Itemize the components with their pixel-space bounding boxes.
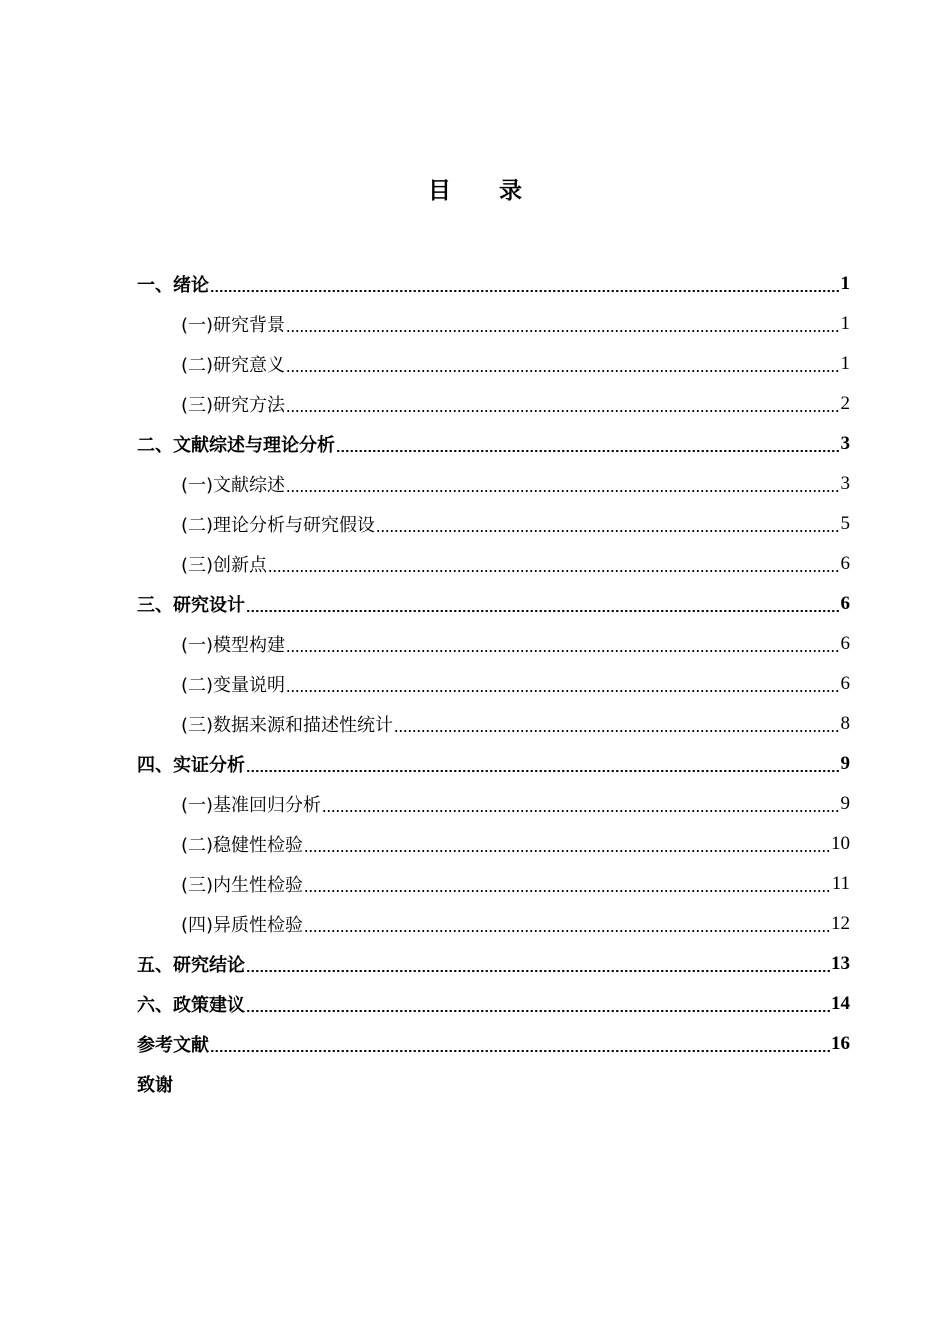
toc-entry[interactable] [137, 944, 850, 984]
toc-entry[interactable] [137, 904, 850, 944]
toc-page-number: 3 [840, 433, 850, 454]
toc-title-char-2: 录 [499, 178, 522, 204]
toc-page-number: 13 [831, 953, 850, 974]
toc-entry[interactable] [137, 624, 850, 664]
toc-entry-label: 五、研究结论 [137, 955, 245, 976]
toc-page-number: 11 [831, 873, 850, 894]
toc-dot-leader [246, 770, 840, 772]
toc-page-number: 6 [840, 553, 850, 574]
toc-page-number: 5 [840, 513, 850, 534]
toc-dot-leader [210, 290, 840, 292]
toc-entry-label: (四)异质性检验 [181, 915, 304, 936]
toc-page-number: 12 [831, 913, 850, 934]
toc-page-number: 9 [840, 753, 850, 774]
toc-page-number: 10 [831, 833, 850, 854]
toc-entry[interactable] [137, 1024, 850, 1064]
toc-dot-leader [246, 1010, 830, 1012]
toc-page-number: 6 [840, 673, 850, 694]
toc-page-number: 1 [840, 353, 850, 374]
toc-dot-leader [304, 930, 830, 932]
toc-entry[interactable] [137, 664, 850, 704]
toc-page-number: 16 [831, 1033, 850, 1054]
toc-entry-label: (三)内生性检验 [181, 875, 304, 896]
toc-entry[interactable] [137, 304, 850, 344]
toc-page-number: 1 [840, 313, 850, 334]
toc-dot-leader [286, 330, 839, 332]
toc-page-number: 14 [831, 993, 850, 1014]
toc-dot-leader [322, 810, 839, 812]
toc-dot-leader [336, 450, 840, 452]
toc-entry[interactable] [137, 384, 850, 424]
toc-entry[interactable] [137, 584, 850, 624]
toc-entry-label: (三)数据来源和描述性统计 [181, 715, 394, 736]
toc-title [0, 172, 950, 205]
toc-entry-label: 六、政策建议 [137, 995, 245, 1016]
toc-entry[interactable] [137, 344, 850, 384]
toc-dot-leader [376, 530, 839, 532]
toc-entry-label: (二)理论分析与研究假设 [181, 515, 376, 536]
toc-entry[interactable] [137, 864, 850, 904]
toc-entry-label: 三、研究设计 [137, 595, 245, 616]
toc-entry[interactable] [137, 424, 850, 464]
toc-entry-label: (一)模型构建 [181, 635, 286, 656]
toc-dot-leader [268, 570, 839, 572]
toc-entry[interactable] [137, 704, 850, 744]
toc-entry[interactable] [137, 784, 850, 824]
toc-dot-leader [246, 610, 840, 612]
toc-page-number: 6 [840, 593, 850, 614]
toc-dot-leader [210, 1050, 830, 1052]
toc-entry-label: (三)研究方法 [181, 395, 286, 416]
toc-entry[interactable] [137, 984, 850, 1024]
toc-entry-label: (一)基准回归分析 [181, 795, 322, 816]
toc-entry[interactable] [137, 544, 850, 584]
toc-entry-label: 一、绪论 [137, 275, 209, 296]
toc-entry-label: 致谢 [137, 1075, 173, 1096]
toc-entry-label: (一)文献综述 [181, 475, 286, 496]
toc-dot-leader [304, 850, 830, 852]
toc-dot-leader [304, 890, 831, 892]
toc-entry[interactable] [137, 744, 850, 784]
toc-page-number: 3 [840, 473, 850, 494]
toc-dot-leader [286, 490, 839, 492]
toc-page-number: 1 [840, 273, 850, 294]
toc-page-number: 9 [840, 793, 850, 814]
toc-entry-label: 二、文献综述与理论分析 [137, 435, 335, 456]
toc-entry[interactable] [137, 504, 850, 544]
toc-title-char-1: 目 [428, 178, 451, 204]
toc-entry-label: (一)研究背景 [181, 315, 286, 336]
toc-entry-label: (二)研究意义 [181, 355, 286, 376]
toc-entry[interactable] [137, 824, 850, 864]
toc-entry-label: 四、实证分析 [137, 755, 245, 776]
toc-page-number: 8 [840, 713, 850, 734]
toc-entry-label: (二)稳健性检验 [181, 835, 304, 856]
toc-entry[interactable] [137, 1064, 850, 1104]
toc-page-number: 2 [840, 393, 850, 414]
toc-entry-label: (三)创新点 [181, 555, 268, 576]
toc-dot-leader [286, 410, 839, 412]
toc-dot-leader [394, 730, 839, 732]
toc-dot-leader [246, 970, 830, 972]
toc-entry-label: (二)变量说明 [181, 675, 286, 696]
toc-entry[interactable] [137, 464, 850, 504]
toc-dot-leader [286, 690, 839, 692]
toc-entry-label: 参考文献 [137, 1035, 209, 1056]
toc-list [137, 264, 850, 1104]
toc-entry[interactable] [137, 264, 850, 304]
toc-dot-leader [286, 650, 839, 652]
toc-page-number: 6 [840, 633, 850, 654]
toc-dot-leader [286, 370, 839, 372]
